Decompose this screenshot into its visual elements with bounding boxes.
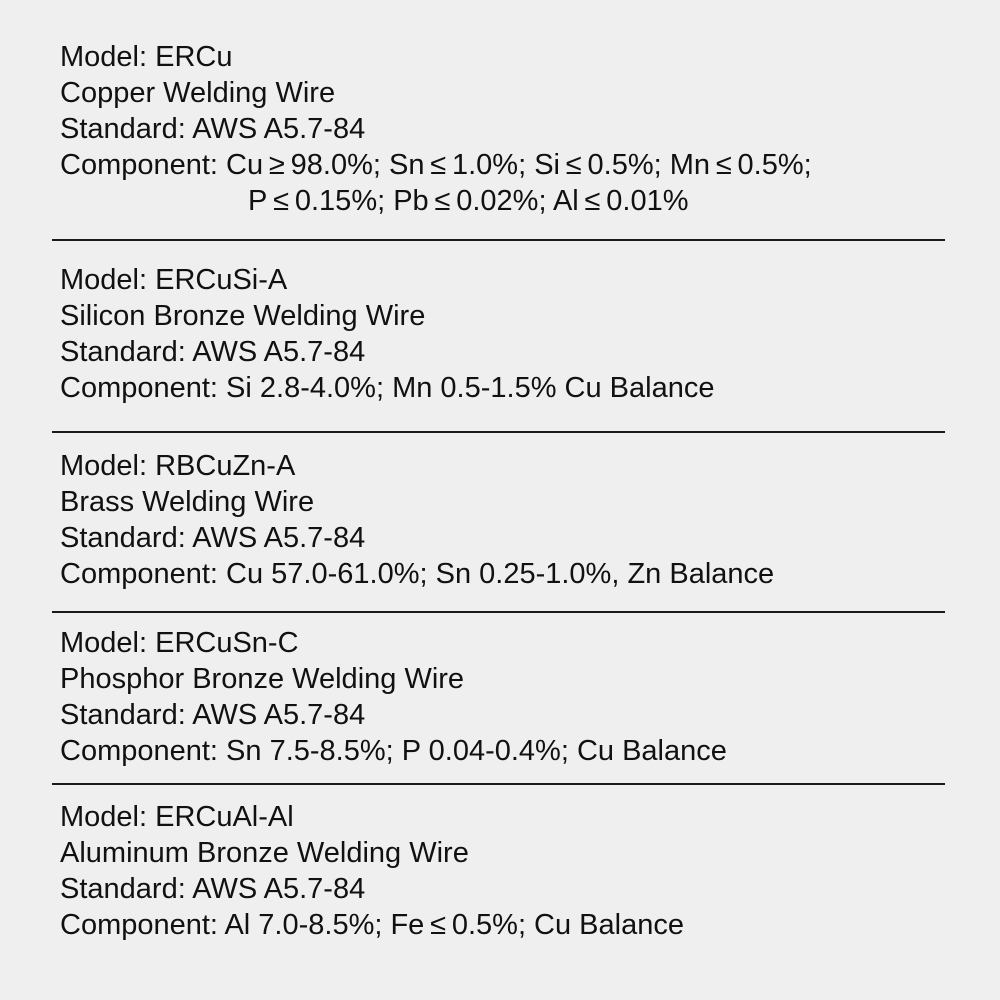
section-divider (52, 431, 945, 433)
product-block-ercual-al (60, 799, 960, 943)
model-label: Model: ERCuSn-C (60, 627, 299, 659)
section-divider (52, 239, 945, 241)
component-continuation: P ≤ 0.15%; Pb ≤ 0.02%; Al ≤ 0.01% (248, 185, 689, 217)
component-label: Component: Cu 57.0-61.0%; Sn 0.25-1.0%, Zn Balance (60, 558, 775, 590)
model-label: Model: ERCuAl-Al (60, 801, 294, 833)
section-divider (52, 783, 945, 785)
product-name: Aluminum Bronze Welding Wire (60, 837, 469, 869)
standard-label: Standard: AWS A5.7-84 (60, 336, 366, 368)
component-label: Component: Sn 7.5-8.5%; P 0.04-0.4%; Cu Balance (60, 735, 727, 767)
model-label: Model: ERCuSi-A (60, 264, 288, 296)
standard-label: Standard: AWS A5.7-84 (60, 113, 366, 145)
product-name: Silicon Bronze Welding Wire (60, 300, 426, 332)
component-label: Component: Si 2.8-4.0%; Mn 0.5-1.5% Cu Balance (60, 372, 715, 404)
product-block-ercu (60, 39, 960, 219)
standard-label: Standard: AWS A5.7-84 (60, 873, 366, 905)
product-name: Phosphor Bronze Welding Wire (60, 663, 465, 695)
product-block-ercusn-c (60, 625, 960, 769)
product-block-ercusi-a (60, 262, 960, 406)
model-label: Model: ERCu (60, 41, 233, 73)
component-label: Component: Al 7.0-8.5%; Fe ≤ 0.5%; Cu Balance (60, 909, 684, 941)
product-name: Brass Welding Wire (60, 486, 315, 518)
model-label: Model: RBCuZn-A (60, 450, 296, 482)
standard-label: Standard: AWS A5.7-84 (60, 522, 366, 554)
product-block-rbcuzn-a (60, 448, 960, 592)
component-label: Component: Cu ≥ 98.0%; Sn ≤ 1.0%; Si ≤ 0.5%; Mn ≤ 0.5%; (60, 149, 812, 181)
section-divider (52, 611, 945, 613)
standard-label: Standard: AWS A5.7-84 (60, 699, 366, 731)
product-name: Copper Welding Wire (60, 77, 336, 109)
